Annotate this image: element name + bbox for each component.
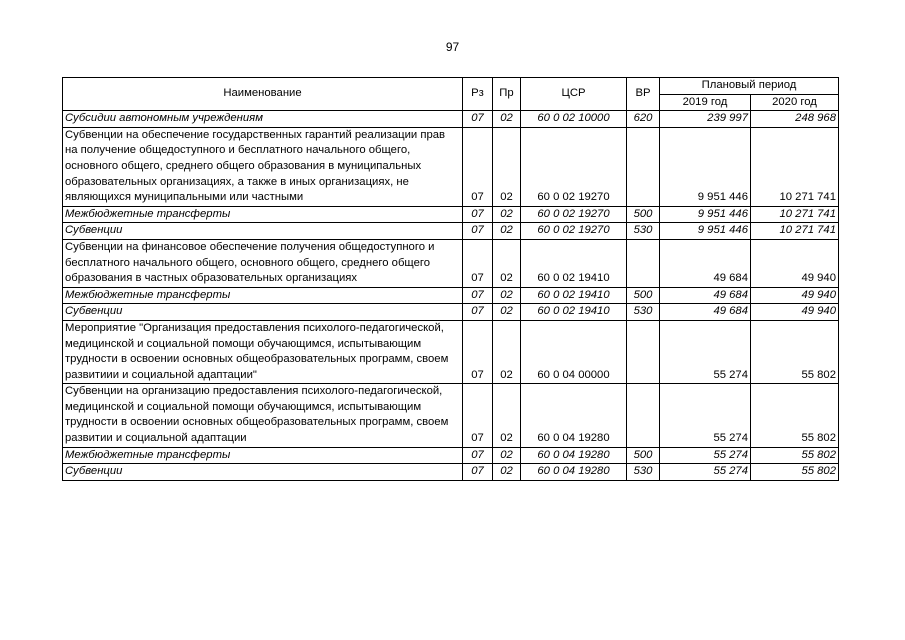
cell-csr: 60 0 04 00000 <box>521 320 627 383</box>
cell-rz: 07 <box>463 206 493 223</box>
cell-rz: 07 <box>463 464 493 481</box>
cell-pr: 02 <box>493 223 521 240</box>
cell-vr: 500 <box>627 206 660 223</box>
cell-pr: 02 <box>493 304 521 321</box>
cell-name: Межбюджетные трансферты <box>63 206 463 223</box>
cell-pr: 02 <box>493 111 521 128</box>
cell-csr: 60 0 02 19410 <box>521 304 627 321</box>
cell-csr: 60 0 02 19270 <box>521 127 627 206</box>
cell-2019: 9 951 446 <box>660 223 751 240</box>
cell-rz: 07 <box>463 239 493 287</box>
cell-2019: 49 684 <box>660 287 751 304</box>
cell-pr: 02 <box>493 320 521 383</box>
cell-name: Субвенции на организацию предоставления психолого-педагогической, медицинской и социальной помощи обучающимся, испытывающим трудности в освоении основных общеобразовательных программ, своем развитии и социальной адаптации <box>63 384 463 447</box>
cell-2020: 248 968 <box>751 111 839 128</box>
cell-2020: 55 802 <box>751 320 839 383</box>
cell-name: Субвенции на обеспечение государственных гарантий реализации прав на получение общедоступного и бесплатного начального общего, основного общего, среднего общего образования в муниципальных образовательных организациях, а также в иных организациях, не являющихся муниципальными или частными <box>63 127 463 206</box>
cell-2019: 9 951 446 <box>660 127 751 206</box>
table-row <box>63 304 839 321</box>
cell-2020: 10 271 741 <box>751 127 839 206</box>
page-number: 97 <box>445 40 460 54</box>
table-row <box>63 384 839 447</box>
cell-csr: 60 0 02 10000 <box>521 111 627 128</box>
cell-pr: 02 <box>493 384 521 447</box>
cell-2020: 55 802 <box>751 384 839 447</box>
cell-2020: 10 271 741 <box>751 223 839 240</box>
cell-rz: 07 <box>463 304 493 321</box>
cell-2020: 10 271 741 <box>751 206 839 223</box>
header-name: Наименование <box>63 78 463 111</box>
cell-vr <box>627 127 660 206</box>
cell-vr <box>627 320 660 383</box>
cell-2019: 55 274 <box>660 464 751 481</box>
cell-pr: 02 <box>493 206 521 223</box>
cell-pr: 02 <box>493 464 521 481</box>
cell-name: Субсидии автономным учреждениям <box>63 111 463 128</box>
cell-vr: 530 <box>627 223 660 240</box>
cell-pr: 02 <box>493 447 521 464</box>
header-csr: ЦСР <box>521 78 627 111</box>
cell-2020: 49 940 <box>751 239 839 287</box>
cell-pr: 02 <box>493 127 521 206</box>
cell-pr: 02 <box>493 287 521 304</box>
cell-csr: 60 0 04 19280 <box>521 464 627 481</box>
cell-csr: 60 0 02 19270 <box>521 206 627 223</box>
cell-2019: 55 274 <box>660 384 751 447</box>
table-row <box>63 206 839 223</box>
table-row <box>63 464 839 481</box>
cell-name: Межбюджетные трансферты <box>63 447 463 464</box>
table-row <box>63 127 839 206</box>
cell-vr: 530 <box>627 464 660 481</box>
header-vr: ВР <box>627 78 660 111</box>
cell-rz: 07 <box>463 384 493 447</box>
cell-vr: 500 <box>627 447 660 464</box>
cell-name: Субвенции <box>63 223 463 240</box>
table-body <box>63 111 839 481</box>
cell-rz: 07 <box>463 447 493 464</box>
table-row <box>63 239 839 287</box>
header-pr: Пр <box>493 78 521 111</box>
cell-csr: 60 0 04 19280 <box>521 447 627 464</box>
cell-rz: 07 <box>463 287 493 304</box>
cell-vr <box>627 239 660 287</box>
cell-pr: 02 <box>493 239 521 287</box>
cell-name: Субвенции на финансовое обеспечение получения общедоступного и бесплатного начального общего, основного общего, среднего общего образования в частных образовательных организациях <box>63 239 463 287</box>
table-row <box>63 320 839 383</box>
table-row <box>63 447 839 464</box>
cell-vr <box>627 384 660 447</box>
table-row <box>63 111 839 128</box>
cell-vr: 500 <box>627 287 660 304</box>
table-row <box>63 287 839 304</box>
table-header-row <box>63 78 839 95</box>
header-planning-period: Плановый период <box>660 78 839 95</box>
cell-2019: 55 274 <box>660 447 751 464</box>
cell-name: Мероприятие "Организация предоставления психолого-педагогической, медицинской и социальной помощи обучающимся, испытывающим трудности в освоении основных общеобразовательных программ, своем развитиии и социальной адаптации" <box>63 320 463 383</box>
cell-2019: 55 274 <box>660 320 751 383</box>
header-year-2019: 2019 год <box>660 94 751 111</box>
cell-2020: 55 802 <box>751 464 839 481</box>
cell-name: Субвенции <box>63 464 463 481</box>
cell-vr: 530 <box>627 304 660 321</box>
cell-2020: 55 802 <box>751 447 839 464</box>
cell-2019: 9 951 446 <box>660 206 751 223</box>
table-row <box>63 223 839 240</box>
header-rz: Рз <box>463 78 493 111</box>
cell-rz: 07 <box>463 127 493 206</box>
cell-2019: 239 997 <box>660 111 751 128</box>
cell-rz: 07 <box>463 111 493 128</box>
cell-name: Субвенции <box>63 304 463 321</box>
cell-vr: 620 <box>627 111 660 128</box>
cell-2020: 49 940 <box>751 287 839 304</box>
cell-csr: 60 0 02 19270 <box>521 223 627 240</box>
budget-table <box>62 77 839 481</box>
cell-2019: 49 684 <box>660 239 751 287</box>
cell-rz: 07 <box>463 223 493 240</box>
cell-2019: 49 684 <box>660 304 751 321</box>
cell-name: Межбюджетные трансферты <box>63 287 463 304</box>
cell-csr: 60 0 04 19280 <box>521 384 627 447</box>
cell-csr: 60 0 02 19410 <box>521 287 627 304</box>
cell-2020: 49 940 <box>751 304 839 321</box>
header-year-2020: 2020 год <box>751 94 839 111</box>
cell-csr: 60 0 02 19410 <box>521 239 627 287</box>
cell-rz: 07 <box>463 320 493 383</box>
